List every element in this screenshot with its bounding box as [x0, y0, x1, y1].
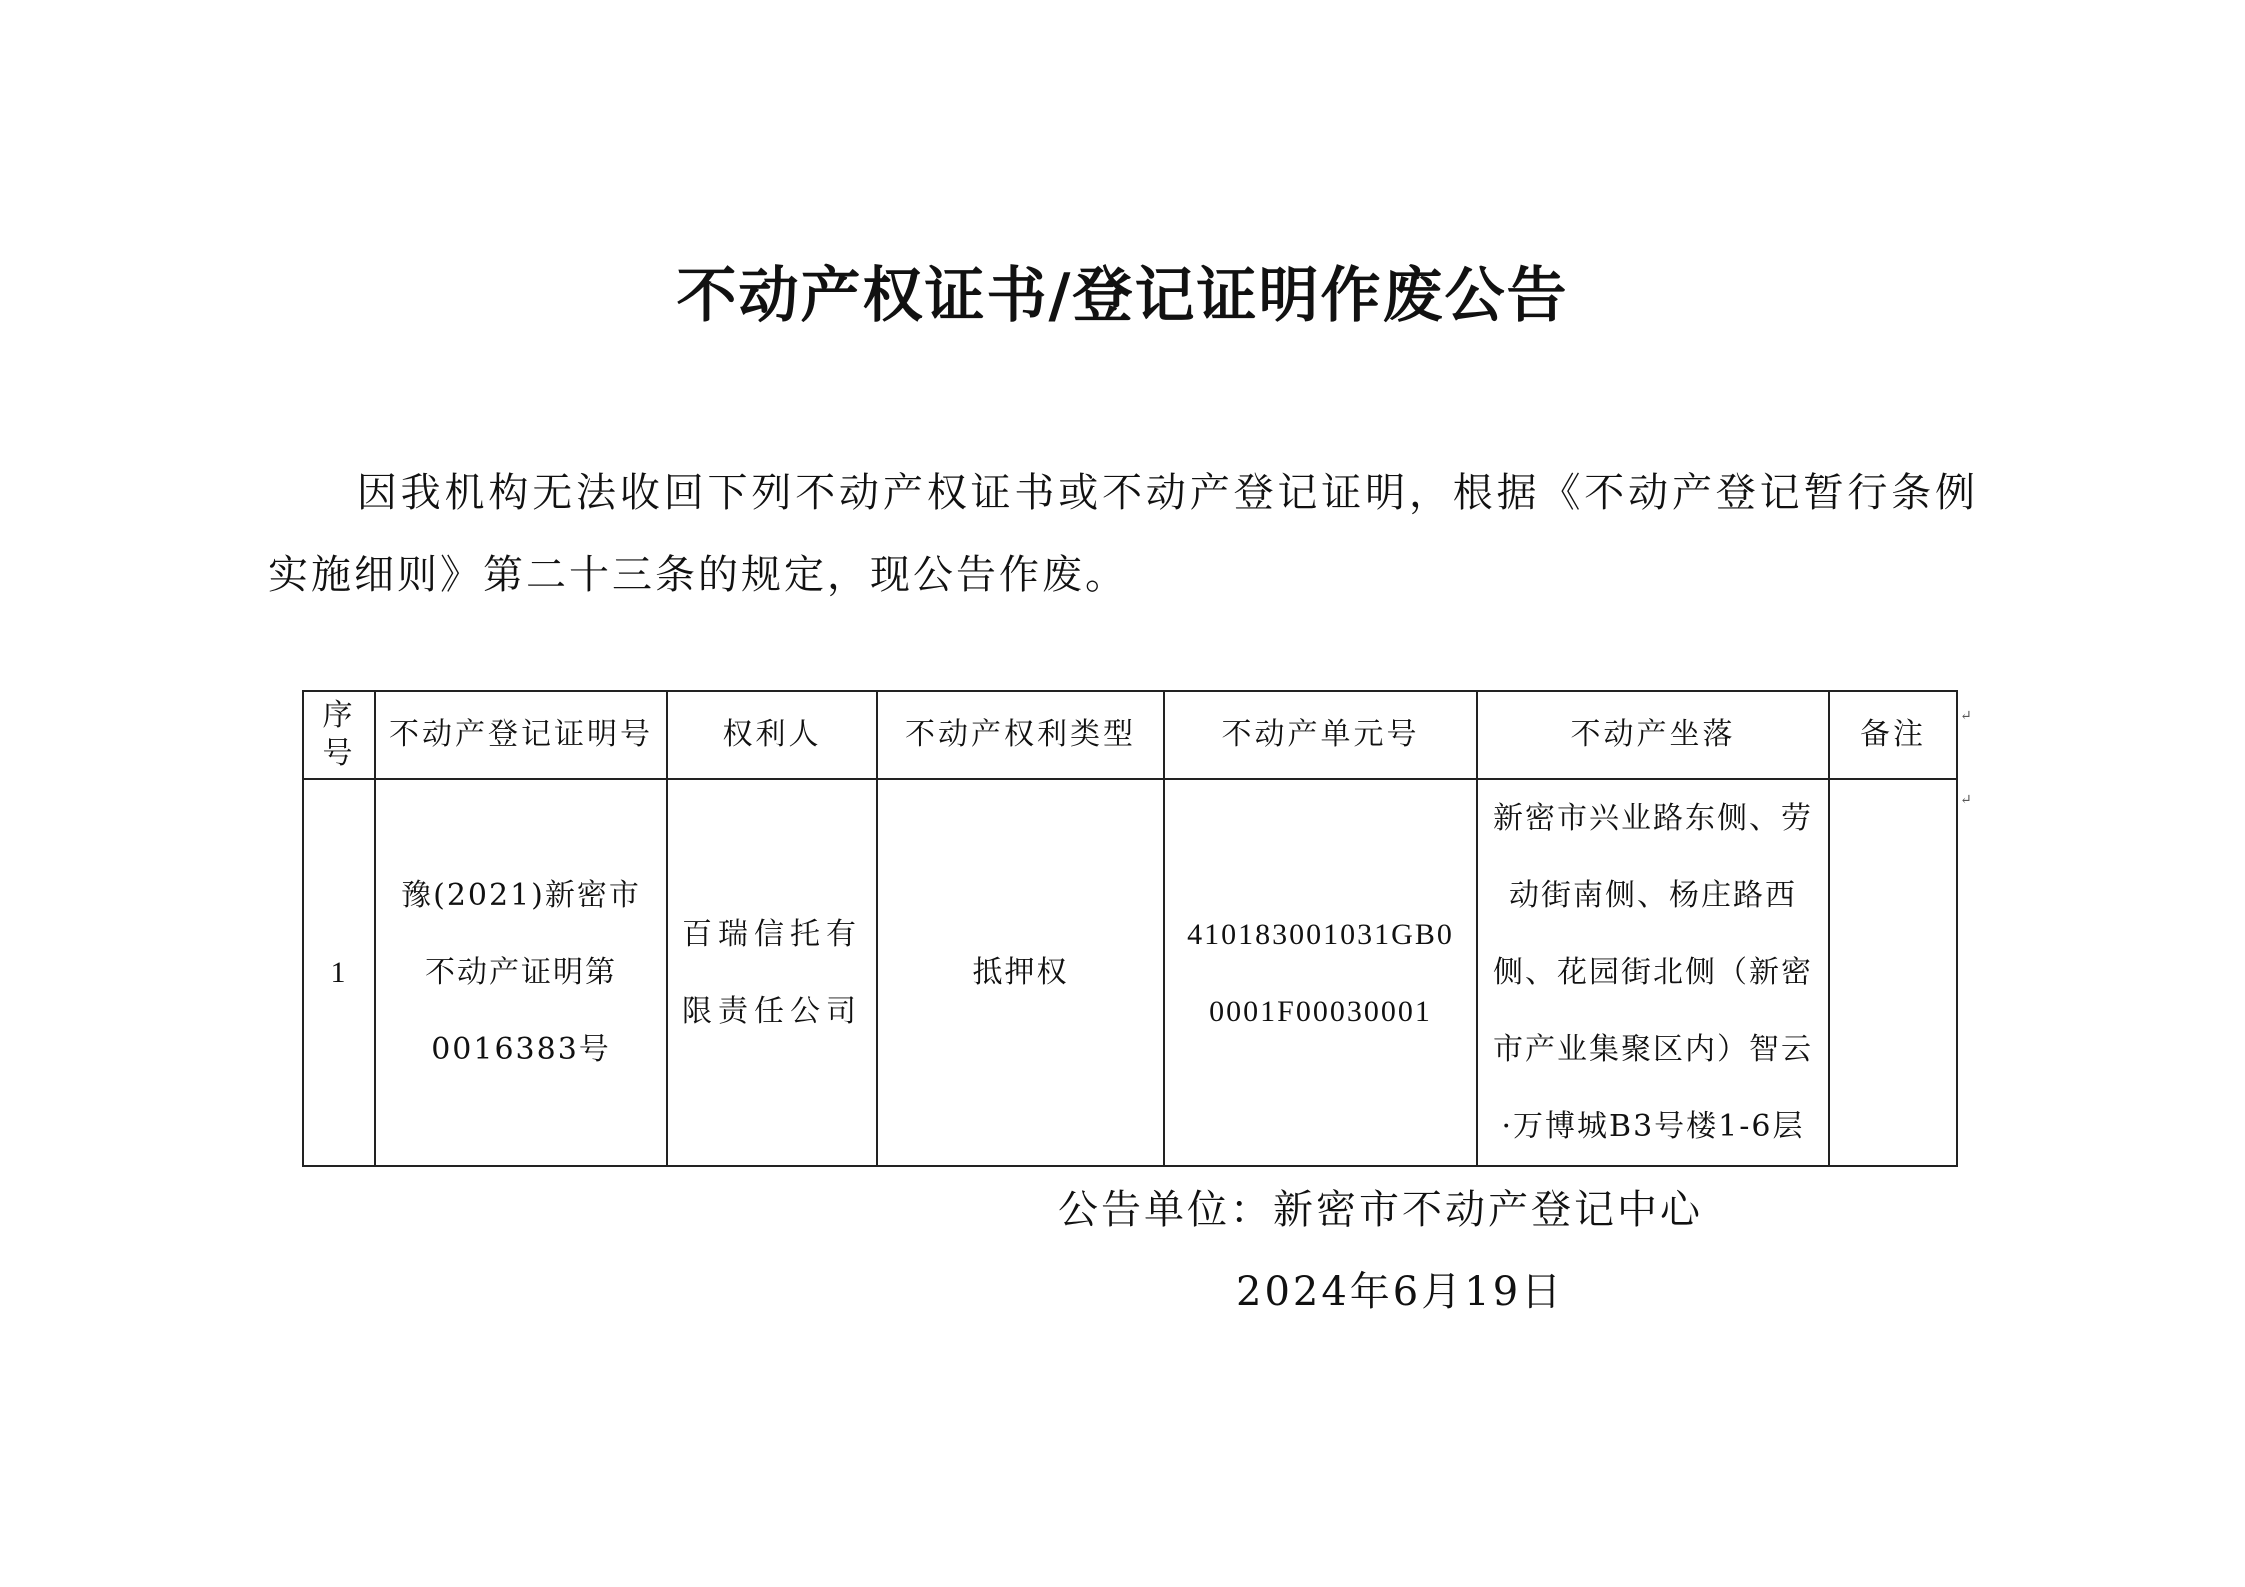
announcing-unit: 公告单位：新密市不动产登记中心 [1058, 1187, 1703, 1233]
paragraph-text: 因我机构无法收回下列不动产权证书或不动产登记证明，根据《不动产登记暂行条例实施细则》第二十三条的规定，现公告作废。 [268, 470, 1978, 598]
header-unit-no: 不动产单元号 [1164, 691, 1477, 779]
cell-remark [1829, 779, 1957, 1166]
cell-location: 新密市兴业路东侧、劳动街南侧、杨庄路西侧、花园街北侧（新密市产业集聚区内）智云·万博城B3号楼1-6层 [1477, 779, 1829, 1166]
notice-paragraph [268, 452, 1978, 616]
announcement-date: 2024年6月19日 [1236, 1269, 1565, 1315]
header-index: 序号 [303, 691, 375, 779]
header-right-type: 不动产权利类型 [877, 691, 1164, 779]
header-remark: 备注 [1829, 691, 1957, 779]
cell-index: 1 [303, 779, 375, 1166]
paragraph-mark-icon: ↵ [1960, 708, 1972, 724]
header-cert-no: 不动产登记证明号 [375, 691, 667, 779]
table-row [303, 779, 1957, 1166]
cell-right-type: 抵押权 [877, 779, 1164, 1166]
header-location: 不动产坐落 [1477, 691, 1829, 779]
void-certificate-table [302, 690, 1958, 1167]
notice-title: 不动产权证书/登记证明作废公告 [676, 261, 1569, 331]
paragraph-mark-icon: ↵ [1960, 792, 1972, 808]
table-header-row [303, 691, 1957, 779]
header-holder: 权利人 [667, 691, 877, 779]
cell-cert-no: 豫(2021)新密市不动产证明第0016383号 [375, 779, 667, 1166]
cell-unit-no: 410183001031GB00001F00030001 [1164, 779, 1477, 1166]
cell-holder: 百瑞信托有限责任公司 [667, 779, 877, 1166]
